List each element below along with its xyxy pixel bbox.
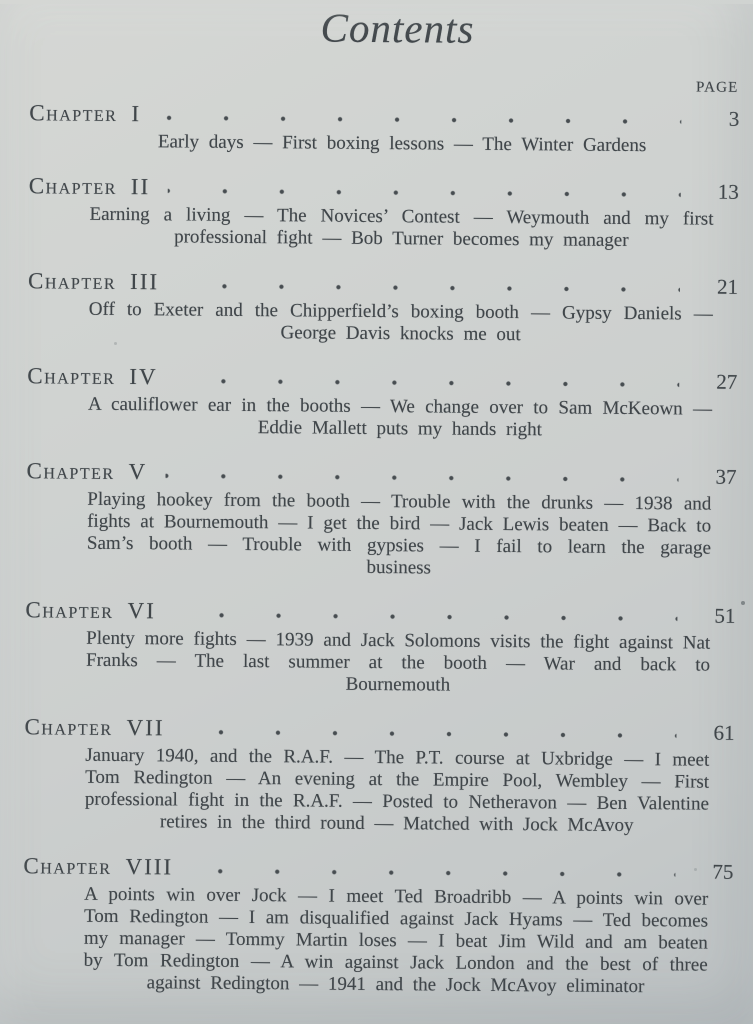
chapter-page-number: 21 bbox=[716, 274, 739, 299]
chapter-numeral: II bbox=[130, 174, 151, 200]
chapter-page-number: 3 bbox=[728, 106, 740, 131]
chapter-label: Chapter bbox=[25, 597, 114, 623]
chapter-entry-8 bbox=[0, 852, 750, 999]
chapter-summary: A cauliflower ear in the booths — We change over to Sam McKeown — Eddie Mallett puts my hands right bbox=[87, 393, 713, 441]
chapter-entry-3 bbox=[1, 267, 753, 348]
chapter-page-number: 51 bbox=[714, 603, 736, 628]
chapter-numeral: I bbox=[131, 101, 142, 127]
chapter-summary: Early days — First boxing lessons — The Winter Gardens bbox=[157, 131, 647, 157]
chapter-numeral: III bbox=[130, 269, 160, 295]
chapter-heading bbox=[24, 713, 734, 747]
chapter-label: Chapter bbox=[24, 714, 113, 740]
leader-dots bbox=[174, 611, 678, 622]
leader-dots bbox=[159, 114, 681, 125]
chapter-numeral: V bbox=[128, 459, 148, 485]
chapter-label: Chapter bbox=[28, 173, 117, 199]
chapter-summary: January 1940, and the R.A.F. — The P.T. course at Uxbridge — I meet Tom Redington — An evening at the Empire Pool, Wembley — First professional fight in the R.A.F. — Posted to Netheravon — Ben Valentine retires in the third round — Matched with Jock McAvoy bbox=[84, 744, 710, 837]
chapter-numeral: VIII bbox=[125, 854, 174, 880]
chapter-heading bbox=[26, 457, 736, 491]
chapter-summary: Earning a living — The Novices’ Contest — Weymouth and my first professional fight — Bob Turner becomes my manager bbox=[89, 203, 714, 251]
contents-page bbox=[0, 1, 753, 1024]
chapter-entry-5 bbox=[0, 457, 753, 582]
chapter-heading bbox=[25, 596, 735, 630]
chapter-label: Chapter bbox=[26, 458, 115, 484]
chapter-label: Chapter bbox=[23, 853, 112, 879]
leader-dots bbox=[165, 472, 678, 483]
chapter-label: Chapter bbox=[29, 100, 118, 126]
chapter-label: Chapter bbox=[27, 363, 116, 389]
chapter-numeral: VI bbox=[127, 598, 156, 624]
leader-dots bbox=[168, 187, 681, 198]
chapter-heading bbox=[23, 852, 733, 886]
chapter-summary: A points win over Jock — I meet Ted Broadribb — A points win over Tom Redington — I am disqualified against Jack Hyams — Ted becomes my manager — Tommy Martin loses — I beat Jim Wild and am beaten by Tom Redington — A win against Jack London and the best of three against Redington — 1941 and the Jock McAvoy eliminator bbox=[83, 883, 709, 998]
chapter-summary: Off to Exeter and the Chipperfield’s boxing booth — Gypsy Daniels — George Davis knocks me out bbox=[88, 298, 713, 346]
chapter-page-number: 27 bbox=[716, 369, 738, 394]
chapter-summary: Plenty more fights — 1939 and Jack Solomons visits the fight against Nat Franks — The last summer at the booth — War and back to Bournemouth bbox=[85, 627, 711, 696]
leader-dots bbox=[177, 282, 680, 293]
chapter-entry-1 bbox=[2, 99, 753, 158]
chapter-heading bbox=[27, 362, 737, 396]
chapter-entry-7 bbox=[0, 713, 751, 838]
chapter-heading bbox=[29, 172, 739, 206]
chapter-heading bbox=[28, 267, 738, 301]
leader-dots bbox=[191, 868, 675, 879]
page-title: Contents bbox=[320, 4, 475, 52]
chapter-page-number: 75 bbox=[712, 859, 734, 884]
chapter-page-number: 13 bbox=[717, 179, 739, 204]
chapter-entry-6 bbox=[0, 596, 752, 699]
chapter-heading bbox=[29, 99, 739, 133]
chapter-numeral: VII bbox=[126, 715, 165, 741]
leader-dots bbox=[176, 377, 680, 388]
leader-dots bbox=[182, 728, 676, 739]
page-column-label: PAGE bbox=[695, 79, 739, 96]
chapter-entry-4 bbox=[0, 362, 753, 443]
chapter-page-number: 37 bbox=[715, 464, 737, 489]
chapter-page-number: 61 bbox=[713, 720, 735, 745]
chapter-entry-2 bbox=[1, 172, 753, 253]
chapter-summary: Playing hookey from the booth — Trouble with the drunks — 1938 and fights at Bournemouth — I get the bird — Jack Lewis beaten — Back to Sam’s booth — Trouble with gypsies — I fail to learn the garage business bbox=[86, 488, 712, 579]
chapter-label: Chapter bbox=[27, 268, 117, 294]
chapter-numeral: IV bbox=[129, 364, 158, 390]
